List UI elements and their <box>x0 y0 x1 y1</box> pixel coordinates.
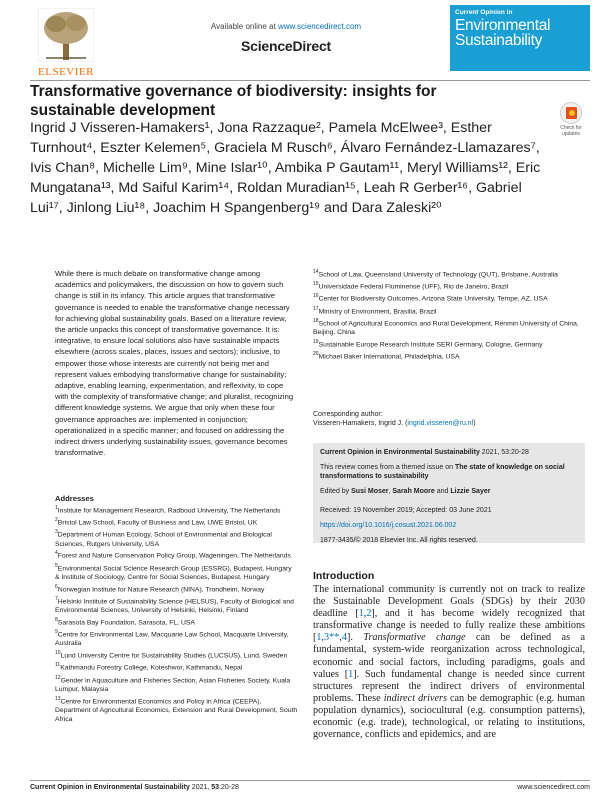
addresses-left <box>55 504 298 725</box>
sciencedirect-link[interactable]: www.sciencedirect.com <box>277 22 362 31</box>
check-updates-label: Check for updates <box>560 125 582 137</box>
address-item: $^{10}$Lund University Centre for Sustainability Studies (LUCSUS), Lund, Sweden <box>55 650 288 660</box>
address-item: $^{18}$School of Agricultural Economics and Rural Development, Renmin University of China, Beijing, China <box>313 317 579 336</box>
address-item: $^{16}$Center for Biodiversity Outcomes, Arizona State University, Tempe, AZ, USA <box>313 293 548 303</box>
ref-link[interactable]: 1 <box>348 668 354 680</box>
publisher-name: ELSEVIER <box>38 66 94 78</box>
journal-big-title: Environmental Sustainability <box>455 17 551 49</box>
info-citation: Current Opinion in Environmental Sustainability 2021, 53:20-28 <box>320 449 529 456</box>
corresponding-name: Visseren-Hamakers, Ingrid J. ( <box>313 420 408 427</box>
abstract: While there is much debate on transformative change among academics and policymakers, the discussion on how to govern such change is still in its infancy. This article argues that transformative governance is needed to enable the transformative change necessary for achieving global sustainability goals. Based on a literature review, the article unpacks this concept of transformative governance. It is: integrative, to ensure local solutions also have sustainable impacts elsewhere (across scales, places, issues and sectors); inclusive, to empower those whose interests are currently not being met and represent values embodying transformative change for sustainability; adaptive, enabling learning, experimentation, and reflexivity, to cope with the complexity of transformative change; and pluralist, recognizing different knowledge systems. We argue that only when these four governance approaches are: implemented in conjunction; operationalized in a specific manner; and focused on addressing the indirect drivers underlying sustainability issues, governance becomes transformative. <box>55 269 294 458</box>
address-item: $^7$Helsinki Institute of Sustainability Science (HELSUS), Faculty of Biological and Environmental Sciences, University of Helsinki, Helsinki, Finland <box>55 595 294 615</box>
addresses-heading: Addresses <box>55 494 94 503</box>
page-header <box>0 0 612 80</box>
address-item: $^{20}$Michael Baker International, Philadelphia, USA <box>313 350 460 361</box>
address-item: $^{13}$Centre for Environmental Economics and Policy in Africa (CEEPA), Department of Agricultural Economics, Extension and Rural Development, South Africa <box>55 695 298 723</box>
ref-link[interactable]: 2 <box>366 608 372 620</box>
check-for-updates-button[interactable] <box>553 102 589 138</box>
journal-small-title: Current Opinion in <box>455 9 513 16</box>
address-item: $^{14}$School of Law, Queensland University of Technology (QUT), Brisbane, Australia <box>313 269 558 279</box>
info-theme: This review comes from a themed issue on The state of knowledge on social transformations to sustainability <box>320 464 565 480</box>
address-item: $^6$Norwegian Institute for Nature Research (NINA), Trondheim, Norway <box>55 583 265 593</box>
address-item: $^3$Department of Human Ecology, School of Environmental and Biological Sciences, Rutgers University, USA <box>55 529 272 548</box>
corresponding-author: Corresponding author: Visseren-Hamakers, Ingrid J. (ingrid.visseren@ru.nl) <box>313 410 585 428</box>
available-online: Available online at www.sciencedirect.com <box>210 22 362 31</box>
info-editors: Edited by Susi Moser, Sarah Moore and Lizzie Sayer <box>320 488 491 495</box>
ref-link[interactable]: 3** <box>324 632 340 644</box>
corresponding-label: Corresponding author: <box>313 411 383 418</box>
footer-site: www.sciencedirect.com <box>517 784 590 791</box>
address-item: $^{11}$Kathmandu Forestry College, Koteshwor, Kathmandu, Nepal <box>55 662 243 672</box>
corresponding-email-link[interactable]: ingrid.visseren@ru.nl <box>407 420 474 427</box>
introduction-text: The international community is currently not on track to realize the Sustainable Development Goals (SDGs) by their 2030 deadline [1,2], and it has become widely recognized that transformative change is needed to fully realize these ambitions [1,3**,4]. Transformative change can be defined as a fundamental, system-wide reorganization across technological, economic and social factors, including paradigms, goals and values [1]. Such fundamental change is needed since current structures represent the indirect drivers of environmental problems. These indirect drivers can be demographic (e.g. human population dynamics), sociocultural (e.g. consumption patterns), economic (e.g. trade), technological, or relating to institutions, governance, conflicts and epidemics, and are <box>313 584 586 741</box>
elsevier-logo <box>30 6 102 78</box>
ref-link[interactable]: 1 <box>358 608 364 620</box>
article-title: Transformative governance of biodiversity: insights for sustainable development <box>30 83 437 119</box>
address-item: $^8$Sarasota Bay Foundation, Sarasota, FL, USA <box>55 616 195 627</box>
footer-divider <box>30 780 590 781</box>
ref-link[interactable]: 1 <box>316 632 322 644</box>
address-item: $^{12}$Gender in Aquaculture and Fisheries Section, Asian Fisheries Society, Kuala Lumpur, Malaysia <box>55 674 291 693</box>
ref-link[interactable]: 4 <box>341 632 347 644</box>
check-updates-icon <box>560 102 582 124</box>
address-item: $^4$Forest and Nature Conservation Policy Group, Wageningen, The Netherlands <box>55 550 291 560</box>
sciencedirect-wordmark: ScienceDirect <box>240 38 331 54</box>
info-received: Received: 19 November 2019; Accepted: 03 June 2021 <box>320 507 492 514</box>
author-list: Ingrid J Visseren-Hamakers¹, Jona Razzaque², Pamela McElwee³, Esther Turnhout⁴, Eszter Kelemen⁵, Graciela M Rusch⁶, Álvaro Fernández-Llamazares⁷, Ivis Chan⁸, Michelle Lim⁹, Mine Islar¹⁰, Ambika P Gautam¹¹, Meryl Williams¹², Eric Mungatana¹³, Md Saiful Karim¹⁴, Roldan Muradian¹⁵, Leah R Gerber¹⁶, Gabriel Lui¹⁷, Jinlong Liu¹⁸, Joachim H Spangenberg¹⁹ and Dara Zaleski²⁰ <box>30 120 541 216</box>
address-item: $^{19}$Sustainable Europe Research Institute SERI Germany, Cologne, Germany <box>313 338 543 349</box>
address-item: $^2$Bristol Law School, Faculty of Business and Law, UWE Bristol, UK <box>55 517 258 527</box>
info-doi-link[interactable]: https://doi.org/10.1016/j.cosust.2021.06.002 <box>320 522 457 529</box>
introduction-heading: Introduction <box>313 570 375 582</box>
footer-citation: Current Opinion in Environmental Sustainability 2021, 53:20-28 <box>30 784 239 791</box>
address-item: $^9$Centre for Environmental Law, Macquarie Law School, Macquarie University, Australia <box>55 629 289 648</box>
article-info-box <box>313 443 585 543</box>
journal-cover-box <box>450 5 590 71</box>
address-item: $^{15}$Universidade Federal Fluminense (UFF), Rio de Janeiro, Brazil <box>313 281 509 291</box>
address-item: $^1$Institute for Management Research, Radboud University, The Netherlands <box>55 505 281 515</box>
address-item: $^5$Environmental Social Science Research Group (ESSRG), Budapest, Hungary & Institute of Sociology, Centre for Social Sciences, Budapest, Hungary <box>55 562 292 581</box>
header-divider <box>30 80 590 81</box>
address-item: $^{17}$Ministry of Environment, Brasilia, Brazil <box>313 305 437 315</box>
addresses-right <box>313 268 585 362</box>
elsevier-tree-icon <box>38 8 94 62</box>
info-issn: 1877-3435/© 2018 Elsevier Inc. All rights reserved. <box>320 537 478 544</box>
